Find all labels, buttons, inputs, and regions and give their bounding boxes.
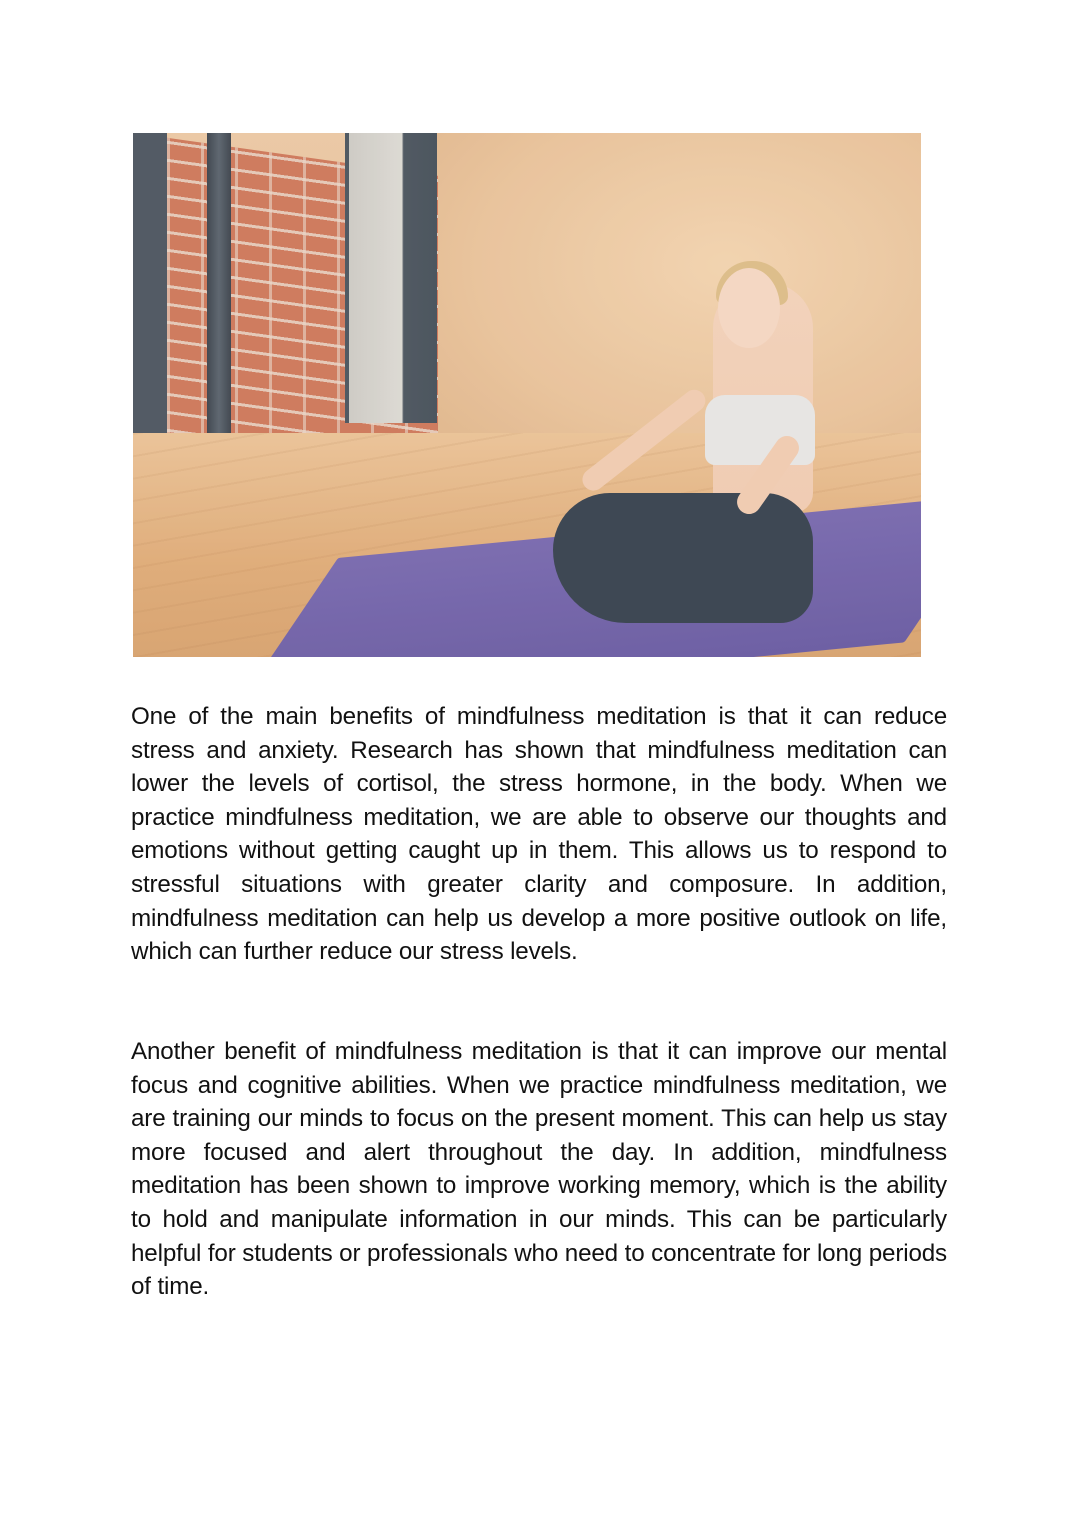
- paragraph-focus-benefits: Another benefit of mindfulness meditation is that it can improve our mental focus and cognitive abilities. When we practice mindfulness meditation, we are training our minds to focus on the present moment. This can help us stay more focused and alert throughout the day. In addition, mindfulness meditation has been shown to improve working memory, which is the ability to hold and manipulate information in our minds. This can be particularly helpful for students or professionals who need to concentrate for long periods of time.: [131, 1038, 947, 1301]
- photo-tone-overlay: [133, 133, 921, 657]
- meditation-photo: [133, 133, 921, 657]
- paragraph-stress-benefits: One of the main benefits of mindfulness meditation is that it can reduce stress and anxiety. Research has shown that mindfulness meditation can lower the levels of cortisol, the stress hormone, in the body. When we practice mindfulness meditation, we are able to observe our thoughts and emotions without getting caught up in them. This allows us to respond to stressful situations with greater clarity and composure. In addition, mindfulness meditation can help us develop a more positive outlook on life, which can further reduce our stress levels.: [131, 703, 947, 966]
